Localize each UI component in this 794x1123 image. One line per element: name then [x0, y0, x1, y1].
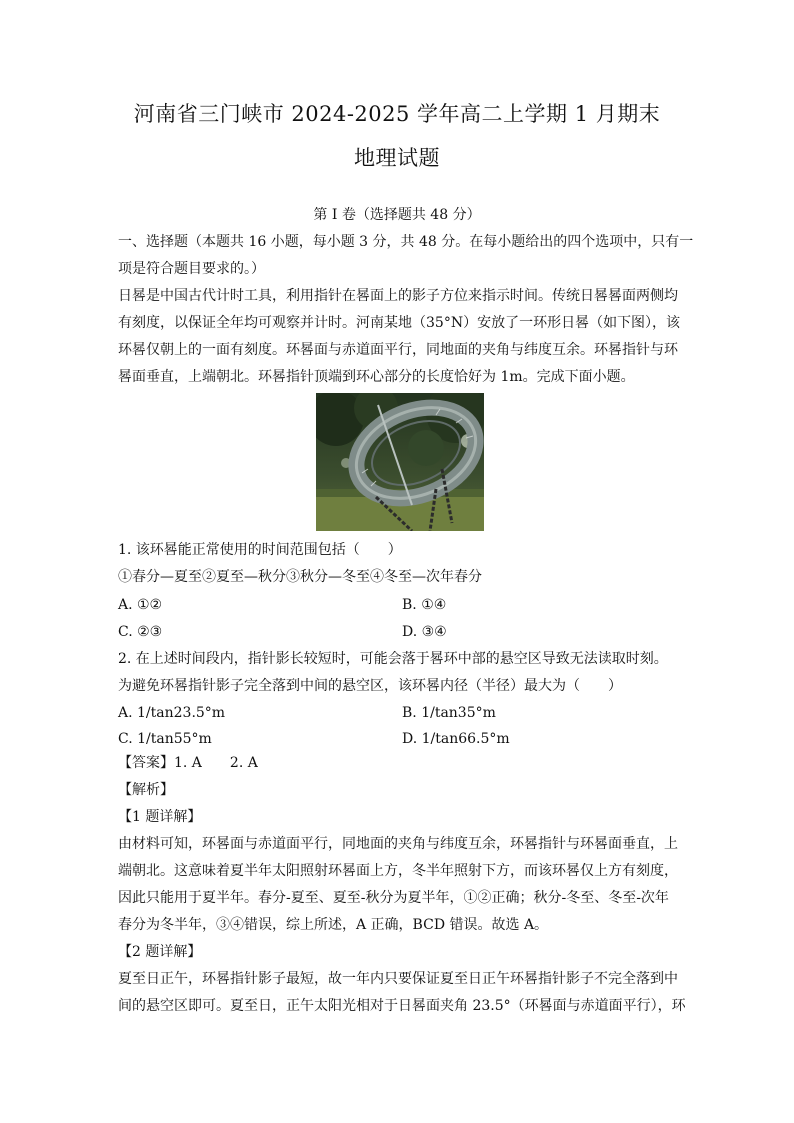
- q1-detail-line: 端朝北。这意味着夏半年太阳照射环晷面上方，冬半年照射下方，而该环晷仅上方有刻度，: [118, 863, 678, 879]
- passage-line: 环晷仅朝上的一面有刻度。环晷面与赤道面平行，同地面的夹角与纬度互余。环晷指针与环: [118, 342, 678, 358]
- q1-detail-line: 春分为冬半年，③④错误，综上所述，A 正确，BCD 错误。故选 A。: [118, 917, 549, 933]
- doc-title-line1: 河南省三门峡市 2024-2025 学年高二上学期 1 月期末: [133, 102, 661, 126]
- question-1-stem: 1. 该环晷能正常使用的时间范围包括（ ）: [118, 542, 402, 558]
- sundial-photo: [316, 393, 484, 531]
- q1-detail-line: 因此只能用于夏半年。春分-夏至、夏至-秋分为夏半年，①②正确；秋分-冬至、冬至-次年: [118, 890, 669, 906]
- q1-detail-label: 【1 题详解】: [118, 809, 202, 825]
- question-1-option-c: C. ②③: [118, 624, 163, 640]
- q2-detail-line: 夏至日正午，环晷指针影子最短，故一年内只要保证夏至日正午环晷指针影子不完全落到中: [118, 971, 678, 987]
- question-1-option-d: D. ③④: [402, 624, 447, 640]
- analysis-label: 【解析】: [118, 782, 174, 798]
- passage-line: 晷面垂直，上端朝北。环晷指针顶端到环心部分的长度恰好为 1m。完成下面小题。: [118, 369, 635, 385]
- question-1-option-b: B. ①④: [402, 597, 447, 613]
- q2-detail-line: 间的悬空区即可。夏至日，正午太阳光相对于日晷面夹角 23.5°（环晷面与赤道面平行），环: [118, 998, 686, 1014]
- question-2-stem: 为避免环晷指针影子完全落到中间的悬空区，该环晷内径（半径）最大为（ ）: [118, 678, 622, 694]
- section-heading: 第 I 卷（选择题共 48 分）: [313, 207, 481, 223]
- passage-line: 日晷是中国古代计时工具，利用指针在晷面上的影子方位来指示时间。传统日晷晷面两侧均: [118, 288, 678, 304]
- doc-title-line2: 地理试题: [354, 146, 440, 170]
- question-2-option-c: C. 1/tan55°m: [118, 731, 212, 747]
- instructions-line: 项是符合题目要求的。）: [118, 261, 265, 277]
- question-2-option-a: A. 1/tan23.5°m: [118, 705, 226, 721]
- q1-detail-line: 由材料可知，环晷面与赤道面平行，同地面的夹角与纬度互余，环晷指针与环晷面垂直，上: [118, 836, 678, 852]
- question-2-option-b: B. 1/tan35°m: [402, 705, 496, 721]
- question-2-stem: 2. 在上述时间段内，指针影长较短时，可能会落于晷环中部的悬空区导致无法读取时刻。: [118, 651, 668, 667]
- question-1-items: ①春分—夏至②夏至—秋分③秋分—冬至④冬至—次年春分: [118, 569, 482, 585]
- question-2-option-d: D. 1/tan66.5°m: [402, 731, 510, 747]
- question-1-option-a: A. ①②: [118, 597, 163, 613]
- instructions-line: 一、选择题（本题共 16 小题，每小题 3 分，共 48 分。在每小题给出的四个选项中，只有一: [118, 234, 694, 250]
- q2-detail-label: 【2 题详解】: [118, 944, 202, 960]
- answer-line: 【答案】1. A 2. A: [118, 755, 258, 771]
- passage-line: 有刻度，以保证全年均可观察并计时。河南某地（35°N）安放了一环形日晷（如下图），该: [118, 315, 681, 331]
